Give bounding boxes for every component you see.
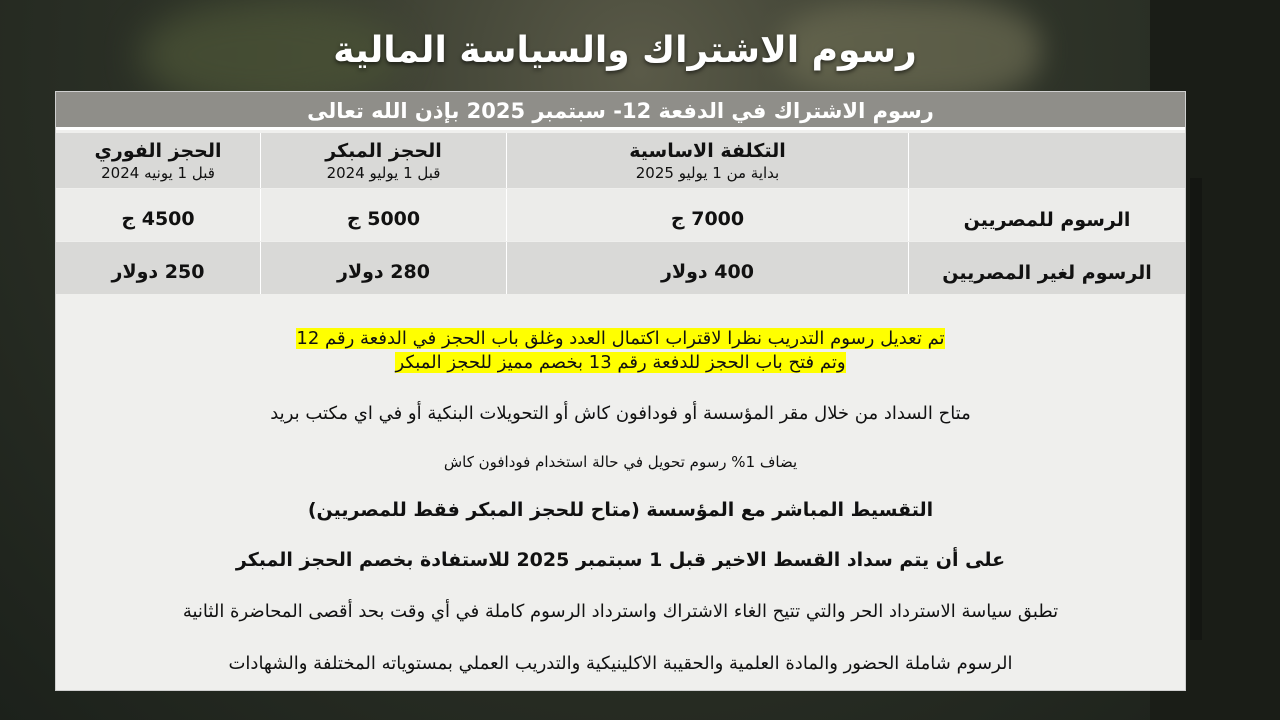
highlight-note-1: تم تعديل رسوم التدريب نظرا لاقتراب اكتمال العدد وغلق باب الحجز في الدفعة رقم 12: [296, 328, 945, 349]
column-header-instant: [56, 133, 261, 188]
fee-instant: 4500 ج: [121, 208, 195, 230]
table-header: رسوم الاشتراك في الدفعة 12- سبتمبر 2025 بإذن الله تعالى: [56, 92, 1185, 130]
column-subtitle: قبل 1 يونيه 2024: [101, 163, 215, 182]
row-label: الرسوم لغير المصريين: [942, 262, 1152, 284]
column-title: الحجز الفوري: [94, 139, 222, 162]
fees-table: [55, 91, 1186, 691]
background-shadow: [1190, 178, 1202, 640]
column-title: الحجز المبكر: [325, 139, 442, 162]
fee-base: 400 دولار: [661, 261, 754, 283]
payment-methods-note: متاح السداد من خلال مقر المؤسسة أو فودافون كاش أو التحويلات البنكية أو في اي مكتب بريد: [270, 403, 971, 424]
column-header-row: [56, 133, 1185, 188]
row-label: الرسوم للمصريين: [963, 209, 1131, 231]
transfer-fee-note: يضاف 1% رسوم تحويل في حالة استخدام فودافون كاش: [443, 453, 798, 471]
column-subtitle: بداية من 1 يوليو 2025: [635, 163, 780, 182]
fee-early: 5000 ج: [346, 208, 421, 230]
refund-policy-note: تطبق سياسة الاسترداد الحر والتي تتيح الغاء الاشتراك واسترداد الرسوم كاملة في أي وقت بحد أقصى المحاضرة الثانية: [182, 601, 1059, 622]
column-header-early: [261, 133, 507, 188]
column-header-empty: [909, 133, 1185, 188]
table-row: [56, 242, 1185, 294]
page-title: رسوم الاشتراك والسياسة المالية: [333, 30, 917, 71]
table-row: [56, 189, 1185, 241]
highlight-note-2: وتم فتح باب الحجز للدفعة رقم 13 بخصم مميز للحجز المبكر: [395, 352, 846, 373]
column-subtitle: قبل 1 يوليو 2024: [326, 163, 441, 182]
fee-instant: 250 دولار: [111, 261, 205, 283]
fee-early: 280 دولار: [337, 261, 430, 283]
column-header-base: [507, 133, 909, 188]
fee-base: 7000 ج: [670, 208, 745, 230]
installment-deadline-note: على أن يتم سداد القسط الاخير قبل 1 سبتمبر 2025 للاستفادة بخصم الحجز المبكر: [235, 549, 1006, 571]
fees-include-note: الرسوم شاملة الحضور والمادة العلمية والحقيبة الاكلينيكية والتدريب العملي بمستوياته المختلفة والشهادات: [228, 653, 1013, 674]
column-title: التكلفة الاساسية: [629, 139, 786, 162]
installments-note: التقسيط المباشر مع المؤسسة (متاح للحجز المبكر فقط للمصريين): [307, 499, 934, 521]
